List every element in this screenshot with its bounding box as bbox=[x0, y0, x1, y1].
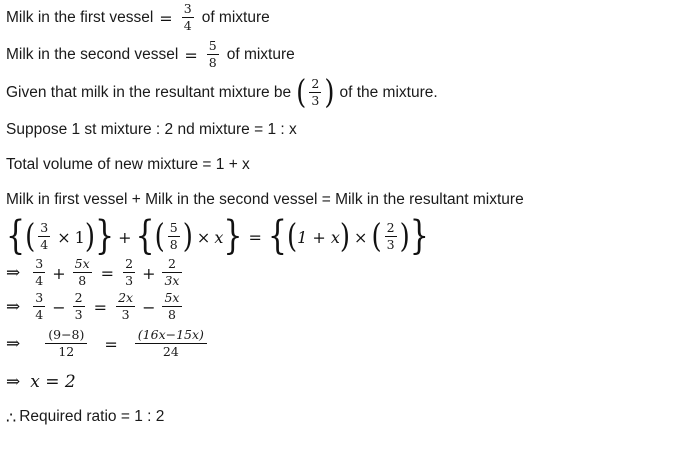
line-balance-statement bbox=[0, 182, 687, 218]
term-two-x-over-three bbox=[116, 291, 135, 321]
right-paren: ) bbox=[324, 73, 335, 112]
fraction-numerator: 3 bbox=[40, 220, 49, 235]
fraction-denominator: 3 bbox=[74, 306, 83, 322]
right-paren-3: ) bbox=[339, 217, 351, 256]
equation-3 bbox=[0, 290, 687, 324]
term-three-fourths bbox=[33, 291, 45, 321]
fraction-five-eighths bbox=[207, 39, 219, 69]
fraction-numerator: 5x bbox=[74, 256, 90, 271]
times-symbol-2: × bbox=[196, 227, 211, 247]
implies-arrow: ⇒ bbox=[6, 263, 21, 283]
right-paren-4: ) bbox=[399, 217, 410, 256]
line4-text: Suppose 1 st mixture : 2 nd mixture = 1 : x bbox=[6, 120, 297, 138]
multiplier-one: 1 bbox=[74, 227, 85, 247]
equals-symbol: = bbox=[248, 227, 262, 247]
term-sixteen-x-minus-fifteen-x-over-twentyfour bbox=[135, 328, 207, 358]
times-symbol-3: × bbox=[354, 227, 368, 247]
fraction-numerator: 3 bbox=[35, 290, 44, 305]
fraction-five-eighths bbox=[168, 221, 180, 251]
equation-5 bbox=[0, 364, 687, 400]
term-two-thirds bbox=[73, 291, 85, 321]
implies-arrow: ⇒ bbox=[6, 297, 21, 317]
fraction-three-fourths bbox=[182, 2, 194, 32]
equals-symbol: = bbox=[100, 263, 115, 283]
solution-x-equals-two: x = 2 bbox=[30, 372, 76, 392]
line-suppose-ratio bbox=[0, 112, 687, 147]
line-milk-first-vessel bbox=[0, 0, 687, 36]
fraction-numerator: 5 bbox=[208, 38, 217, 53]
line2-text-after: of mixture bbox=[226, 46, 295, 63]
right-brace: } bbox=[95, 213, 115, 260]
variable-x: x bbox=[214, 227, 224, 247]
left-brace-2: { bbox=[135, 213, 155, 260]
implies-arrow: ⇒ bbox=[6, 372, 21, 392]
equation-2 bbox=[0, 256, 687, 290]
equals-symbol: = bbox=[104, 334, 118, 354]
conclusion-text: Required ratio = 1 : 2 bbox=[19, 408, 165, 425]
line2-equals: = bbox=[184, 45, 198, 65]
line6-text: Milk in first vessel + Milk in the second vessel = Milk in the resultant mixture bbox=[6, 191, 524, 208]
fraction-numerator: 5x bbox=[164, 290, 180, 305]
fraction-denominator: 3 bbox=[386, 236, 395, 252]
left-paren-4: ( bbox=[371, 217, 382, 256]
conclusion-line bbox=[0, 400, 687, 434]
left-brace: { bbox=[6, 213, 26, 260]
fraction-numerator: 2 bbox=[386, 220, 395, 235]
line1-equals: = bbox=[159, 8, 173, 28]
fraction-denominator: 8 bbox=[208, 54, 217, 70]
fraction-numerator: 3 bbox=[35, 256, 44, 271]
term-five-x-over-eight bbox=[73, 257, 92, 287]
one-plus-x: 1 + x bbox=[297, 227, 340, 247]
right-paren: ) bbox=[84, 217, 95, 256]
term-three-fourths bbox=[33, 257, 45, 287]
line-total-volume bbox=[0, 147, 687, 182]
left-paren: ( bbox=[296, 73, 307, 112]
fraction-numerator: 5 bbox=[169, 220, 178, 235]
fraction-numerator: 2 bbox=[168, 256, 176, 271]
fraction-numerator: 2 bbox=[311, 76, 320, 91]
fraction-denominator: 3 bbox=[125, 272, 134, 288]
plus-symbol-2: + bbox=[142, 263, 156, 283]
fraction-numerator: 2x bbox=[118, 290, 134, 305]
left-paren-3: ( bbox=[286, 217, 298, 256]
equals-symbol: = bbox=[93, 297, 108, 317]
fraction-denominator: 4 bbox=[183, 17, 192, 33]
fraction-two-thirds bbox=[309, 77, 321, 107]
equation-1 bbox=[0, 213, 687, 260]
line3-text-after: of the mixture. bbox=[339, 84, 438, 101]
times-symbol: × bbox=[57, 227, 71, 247]
fraction-denominator: 3x bbox=[164, 272, 180, 288]
fraction-denominator: 4 bbox=[35, 272, 44, 288]
term-two-over-three-x bbox=[162, 257, 181, 287]
fraction-numerator: (9−8) bbox=[48, 327, 85, 342]
left-brace-3: { bbox=[267, 213, 287, 260]
line5-text: Total volume of new mixture = 1 + x bbox=[6, 155, 250, 173]
fraction-denominator: 3 bbox=[311, 92, 320, 108]
fraction-denominator: 8 bbox=[78, 272, 87, 288]
line2-text-before: Milk in the second vessel bbox=[6, 46, 179, 63]
line3-text-before: Given that milk in the resultant mixture be bbox=[6, 84, 292, 101]
fraction-denominator: 8 bbox=[169, 236, 178, 252]
right-brace-3: } bbox=[409, 213, 429, 260]
term-five-x-over-eight bbox=[162, 291, 181, 321]
left-paren-2: ( bbox=[154, 217, 165, 256]
fraction-numerator: 2 bbox=[125, 256, 134, 271]
fraction-denominator: 4 bbox=[35, 306, 44, 322]
line-milk-second-vessel bbox=[0, 36, 687, 74]
line1-text-before: Milk in the first vessel bbox=[6, 9, 154, 26]
fraction-numerator: 2 bbox=[74, 290, 83, 305]
implies-arrow: ⇒ bbox=[6, 334, 21, 354]
fraction-numerator: 3 bbox=[183, 1, 192, 16]
equation-4 bbox=[0, 324, 687, 364]
fraction-denominator: 3 bbox=[121, 306, 130, 322]
plus-symbol: + bbox=[118, 227, 132, 247]
fraction-three-fourths bbox=[38, 221, 50, 251]
fraction-denominator: 12 bbox=[58, 343, 75, 359]
left-paren: ( bbox=[25, 217, 36, 256]
right-paren-2: ) bbox=[182, 217, 193, 256]
right-brace-2: } bbox=[223, 213, 243, 260]
plus-symbol: + bbox=[52, 263, 66, 283]
fraction-denominator: 4 bbox=[40, 236, 49, 252]
therefore-symbol: ∴ bbox=[6, 407, 17, 427]
term-nine-minus-eight-over-twelve bbox=[45, 328, 87, 358]
fraction-numerator: (16x−15x) bbox=[137, 327, 204, 342]
line-given-resultant-mixture bbox=[0, 74, 687, 112]
minus-symbol: − bbox=[52, 297, 66, 317]
line1-text-after: of mixture bbox=[201, 9, 270, 26]
term-two-thirds bbox=[123, 257, 135, 287]
fraction-denominator: 8 bbox=[168, 306, 176, 322]
fraction-two-thirds bbox=[385, 221, 397, 251]
minus-symbol-2: − bbox=[142, 297, 156, 317]
fraction-denominator: 24 bbox=[162, 343, 179, 359]
